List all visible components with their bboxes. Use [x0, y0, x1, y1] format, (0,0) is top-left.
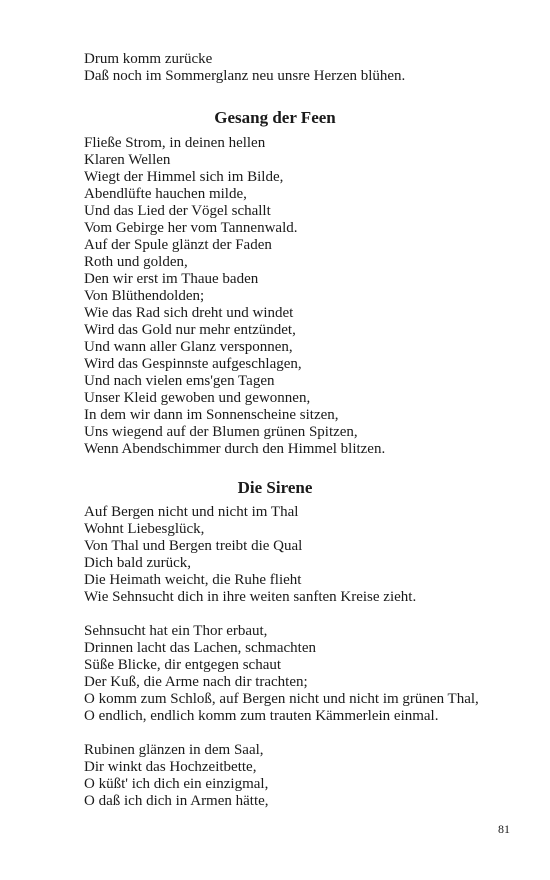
poem-line: Von Blüthendolden; [84, 288, 205, 304]
poem-line: Und nach vielen ems'gen Tagen [84, 373, 275, 389]
poem-line: Roth und golden, [84, 254, 188, 270]
poem-line: Abendlüfte hauchen milde, [84, 186, 247, 202]
poem-line: In dem wir dann im Sonnenscheine sitzen, [84, 407, 339, 423]
poem-line: Dich bald zurück, [84, 555, 192, 571]
poem-line: Drum komm zurücke [84, 51, 213, 67]
stanza-break [84, 606, 524, 623]
poem-line: Der Kuß, die Arme nach dir trachten; [84, 674, 308, 690]
poem-line: Wie das Rad sich dreht und windet [84, 305, 294, 321]
poem-line: Wird das Gold nur mehr entzündet, [84, 322, 296, 338]
poem-title: Die Sirene [237, 478, 313, 497]
poem-line: O komm zum Schloß, auf Bergen nicht und nicht im grünen Thal, [84, 691, 479, 707]
poem-line: Fließe Strom, in deinen hellen [84, 135, 266, 151]
poem-line: Auf Bergen nicht und nicht im Thal [84, 504, 299, 520]
poem-line: Unser Kleid gewoben und gewonnen, [84, 390, 311, 406]
poem-line: Daß noch im Sommerglanz neu unsre Herzen blühen. [84, 68, 406, 84]
poem-line: Den wir erst im Thaue baden [84, 271, 259, 287]
poem-body [84, 504, 524, 810]
poem-line: Wohnt Liebesglück, [84, 521, 205, 537]
poem-line: Die Heimath weicht, die Ruhe flieht [84, 572, 302, 588]
poem-line: Klaren Wellen [84, 152, 171, 168]
poem-line: O küßt' ich dich ein einzigmal, [84, 776, 269, 792]
poem-line: Uns wiegend auf der Blumen grünen Spitzen, [84, 424, 358, 440]
poem-line: Wird das Gespinnste aufgeschlagen, [84, 356, 302, 372]
poem-line: Drinnen lacht das Lachen, schmachten [84, 640, 316, 656]
poem-body [84, 135, 524, 458]
stanza-break [84, 725, 524, 742]
poem-line: O daß ich dich in Armen hätte, [84, 793, 269, 809]
poem-line: Wiegt der Himmel sich im Bilde, [84, 169, 284, 185]
poem-line: Rubinen glänzen in dem Saal, [84, 742, 264, 758]
poem-line: Auf der Spule glänzt der Faden [84, 237, 272, 253]
page-number: 81 [498, 822, 510, 836]
poem-line: Und wann aller Glanz versponnen, [84, 339, 293, 355]
poem-continuation [84, 51, 524, 85]
poem-line: Wenn Abendschimmer durch den Himmel blitzen. [84, 441, 386, 457]
poem-line: Von Thal und Bergen treibt die Qual [84, 538, 303, 554]
poem-line: Und das Lied der Vögel schallt [84, 203, 271, 219]
poem-line: Vom Gebirge her vom Tannenwald. [84, 220, 298, 236]
poem-line: Süße Blicke, dir entgegen schaut [84, 657, 282, 673]
poem-title: Gesang der Feen [214, 108, 336, 127]
poem-line: Dir winkt das Hochzeitbette, [84, 759, 257, 775]
poem-line: Sehnsucht hat ein Thor erbaut, [84, 623, 268, 639]
poem-line: Wie Sehnsucht dich in ihre weiten sanften Kreise zieht. [84, 589, 417, 605]
poem-line: O endlich, endlich komm zum trauten Kämmerlein einmal. [84, 708, 439, 724]
